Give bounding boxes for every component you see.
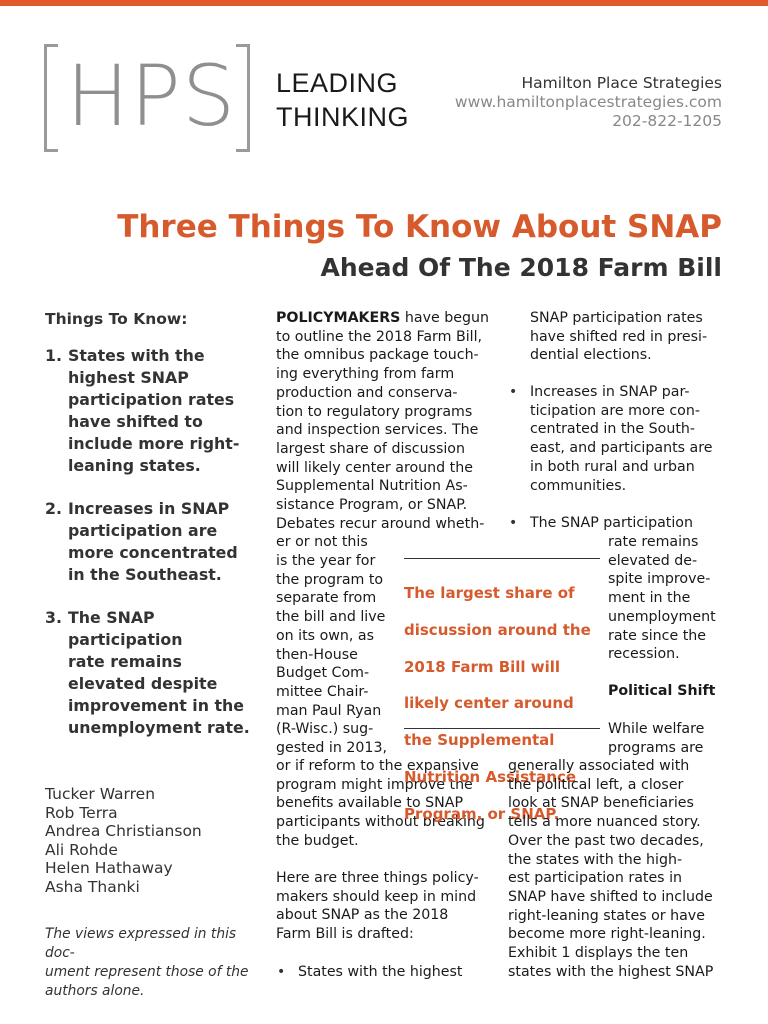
- author-name: Helen Hathaway: [45, 859, 173, 878]
- disclaimer: [45, 925, 265, 1001]
- col1-line: have begun: [400, 310, 489, 326]
- things-to-know: [45, 310, 255, 760]
- col1-line: or if reform to the expansive: [276, 758, 479, 774]
- author-name: Ali Rohde: [45, 840, 118, 859]
- col1-line: about SNAP as the 2018: [276, 907, 449, 924]
- col2-bullet-3-rest: [608, 533, 728, 664]
- col2-line: est participation rates in: [508, 870, 683, 887]
- contact-block: [455, 74, 722, 131]
- col2-line: ment in the: [608, 590, 691, 607]
- col1-line: program might improve the: [276, 776, 473, 793]
- disclaimer-line: authors alone.: [45, 983, 145, 999]
- pull-quote-line: 2018 Farm Bill will: [404, 657, 561, 676]
- col2-line: dential elections.: [530, 347, 652, 364]
- col2-line: east, and participants are: [530, 440, 713, 457]
- disclaimer-line: ument represent those of the: [45, 964, 249, 980]
- author-name: Andrea Christianson: [45, 822, 202, 841]
- things-item-line: participation are: [68, 521, 218, 540]
- hps-logo: [44, 44, 254, 156]
- col2-line: recession.: [608, 646, 680, 663]
- col1-line: er or not this: [276, 534, 368, 551]
- things-item-number: 3.: [45, 608, 62, 627]
- things-item-line: participation rates: [68, 390, 235, 409]
- lead-word: POLICYMAKERS: [276, 310, 401, 326]
- pull-quote-line: the Supplemental: [404, 731, 555, 750]
- author-name: Asha Thanki: [45, 877, 140, 896]
- col2-line: ticipation are more con-: [530, 402, 700, 419]
- col1-line: benefits available to SNAP: [276, 795, 464, 812]
- logo-right-bracket: [236, 44, 250, 152]
- col2-line: become more right-leaning.: [508, 926, 706, 943]
- col2-line: centrated in the South-: [530, 421, 696, 438]
- things-item-line: include more right-: [68, 434, 240, 453]
- disclaimer-line: The views expressed in this doc-: [45, 926, 237, 961]
- col1-line: and inspection services. The: [276, 422, 479, 439]
- author-name: Tucker Warren: [45, 785, 156, 803]
- bullet-dot: •: [509, 384, 518, 400]
- things-item-line: in the Southeast.: [68, 565, 222, 584]
- tagline-line-2: THINKING: [276, 102, 410, 132]
- col1-paragraph-2: [276, 869, 501, 944]
- things-item-line: The SNAP: [68, 608, 155, 627]
- col1-line: makers should keep in mind: [276, 888, 477, 905]
- page-title: Three Things To Know About SNAP: [117, 209, 722, 245]
- col2-line: Over the past two decades,: [508, 832, 704, 849]
- col1-line: tion to regulatory programs: [276, 403, 473, 420]
- things-item-line: improvement in the: [68, 696, 244, 715]
- things-item-line: Increases in SNAP: [68, 499, 230, 518]
- col1-line: mittee Chair-: [276, 683, 369, 700]
- col1-line: largest share of discussion: [276, 440, 465, 457]
- col2-line: unemployment: [608, 608, 716, 625]
- col2-bullet-2: [530, 383, 730, 495]
- col2-line: right-leaning states or have: [508, 907, 705, 924]
- col2-line: states with the highest SNAP: [508, 963, 714, 980]
- bullet-3-first-line: The SNAP participation: [530, 515, 693, 531]
- col1-intro: [276, 309, 501, 552]
- col1-line: Supplemental Nutrition As-: [276, 478, 468, 495]
- col2-line: in both rural and urban: [530, 458, 695, 475]
- pull-quote-line: likely center around: [404, 694, 574, 713]
- col1-line: sistance Program, or SNAP.: [276, 497, 468, 514]
- col1-line: to outline the 2018 Farm Bill,: [276, 328, 483, 345]
- things-item-line: States with the: [68, 346, 205, 365]
- col1-first-line: [276, 309, 501, 328]
- col2-line: spite improve-: [608, 571, 711, 588]
- things-item: [45, 607, 255, 739]
- col2-intro: [530, 309, 730, 365]
- things-item-line: more concentrated: [68, 543, 238, 562]
- top-accent-bar: [0, 0, 768, 6]
- things-item-line: have shifted to: [68, 412, 203, 431]
- col1-bullet-1: [298, 963, 498, 982]
- col1-line: will likely center around the: [276, 459, 473, 476]
- political-shift-heading: Political Shift: [608, 683, 716, 699]
- col1-line: Farm Bill is drafted:: [276, 926, 414, 943]
- pull-quote-line: Program, or SNAP.: [404, 804, 560, 823]
- col2-line: While welfare: [608, 721, 705, 737]
- things-list: [45, 345, 255, 739]
- author-list: [45, 785, 202, 897]
- things-item-line: leaning states.: [68, 456, 201, 475]
- things-item: [45, 345, 255, 477]
- col2-line: have shifted red in presi-: [530, 328, 708, 345]
- things-item-line: elevated despite: [68, 674, 218, 693]
- page-subtitle: Ahead Of The 2018 Farm Bill: [320, 253, 722, 282]
- col2-line: the states with the high-: [508, 851, 683, 868]
- pull-quote-line: Nutrition Assistance: [404, 767, 577, 786]
- logo-text: HPS: [66, 47, 237, 145]
- phone-number: 202-822-1205: [612, 112, 722, 130]
- bullet-1-text: States with the highest: [298, 964, 463, 980]
- things-item-line: participation: [68, 630, 183, 649]
- col2-bullet-3-first: [530, 514, 730, 533]
- col1-line: (R-Wisc.) sug-: [276, 721, 374, 738]
- col1-line: Debates recur around wheth-: [276, 515, 485, 532]
- things-item-number: 1.: [45, 346, 62, 365]
- author-name: Rob Terra: [45, 803, 118, 822]
- col2-continued: [508, 757, 730, 981]
- pull-quote-line: The largest share of: [404, 584, 575, 602]
- col1-line: the bill and live: [276, 609, 386, 626]
- col2-line: SNAP participation rates: [530, 310, 703, 326]
- col2-line: generally associated with: [508, 758, 690, 774]
- section-subhead: [608, 682, 728, 701]
- col1-line: the program to: [276, 571, 384, 588]
- col1-line: the budget.: [276, 832, 359, 849]
- col1-line: gested in 2013,: [276, 740, 387, 757]
- org-name: Hamilton Place Strategies: [521, 74, 722, 92]
- col1-line: on its own, as: [276, 627, 374, 644]
- website-link[interactable]: www.hamiltonplacestrategies.com: [454, 93, 722, 111]
- pull-quote-top-rule: [404, 558, 600, 559]
- tagline: [276, 66, 409, 134]
- things-item-number: 2.: [45, 499, 62, 518]
- things-item: [45, 498, 255, 586]
- col2-line: elevated de-: [608, 552, 698, 569]
- col2-line: look at SNAP beneficiaries: [508, 795, 694, 812]
- col1-line: man Paul Ryan: [276, 702, 382, 719]
- col1-line: Here are three things policy-: [276, 870, 479, 886]
- col1-line: participants without breaking: [276, 814, 485, 831]
- col1-line: ing everything from farm: [276, 366, 455, 383]
- tagline-line-1: LEADING: [276, 68, 399, 98]
- col1-line: Budget Com-: [276, 665, 370, 682]
- col1-line: then-House: [276, 646, 358, 663]
- col2-line: Exhibit 1 displays the ten: [508, 945, 689, 962]
- pull-quote-bottom-rule: [404, 728, 600, 729]
- things-item-line: rate remains: [68, 652, 182, 671]
- logo-left-bracket: [44, 44, 58, 152]
- col1-line: the omnibus package touch-: [276, 347, 479, 364]
- col2-line: rate since the: [608, 627, 706, 644]
- bullet-dot: •: [509, 515, 518, 531]
- col1-line: is the year for: [276, 553, 376, 569]
- col2-line: SNAP have shifted to include: [508, 888, 713, 905]
- col1-line: separate from: [276, 590, 377, 607]
- col2-line: programs are: [608, 739, 704, 756]
- col2-line: the political left, a closer: [508, 776, 684, 793]
- things-item-line: unemployment rate.: [68, 718, 250, 737]
- bullet-dot: •: [277, 964, 286, 980]
- col2-line: rate remains: [608, 534, 699, 550]
- col2-line: tells a more nuanced story.: [508, 814, 701, 831]
- col2-line: communities.: [530, 477, 627, 494]
- pull-quote-line: discussion around the: [404, 620, 591, 639]
- col2-narrow: [608, 720, 728, 757]
- col1-narrow: [276, 552, 396, 758]
- col2-line: Increases in SNAP par-: [530, 384, 690, 400]
- things-heading: Things To Know:: [45, 310, 188, 328]
- things-item-line: highest SNAP: [68, 368, 189, 387]
- col1-line: production and conserva-: [276, 384, 458, 401]
